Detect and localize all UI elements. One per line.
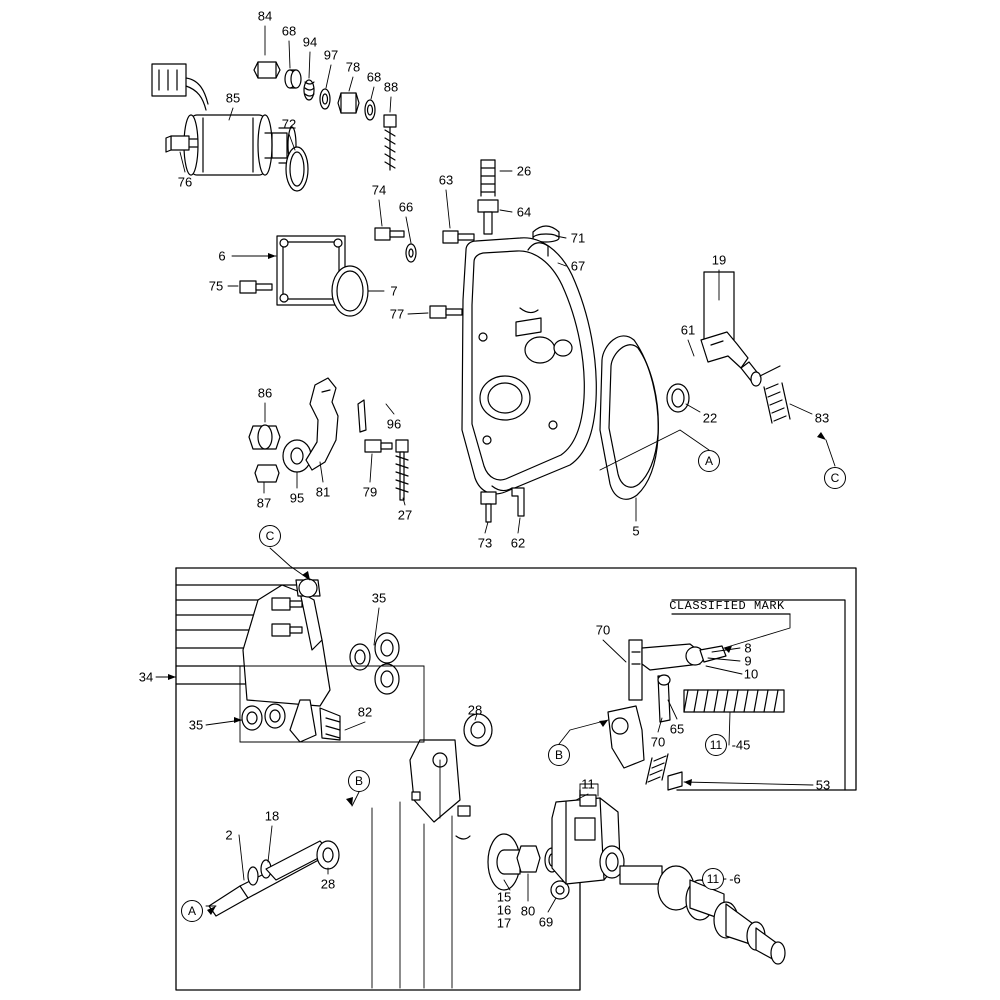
bolt-part-73 <box>481 492 496 522</box>
callout-45: -45 <box>731 737 751 753</box>
callout-97: 97 <box>323 47 339 63</box>
callout-35b: 35 <box>188 717 204 733</box>
callout-79: 79 <box>362 484 378 500</box>
callout-35a: 35 <box>371 590 387 606</box>
classified-mark-title: CLASSIFIED MARK <box>669 599 785 613</box>
callout-68b: 68 <box>366 69 382 85</box>
callout-17: 17 <box>496 915 512 931</box>
clip-part-62 <box>512 488 524 516</box>
oring-part-7 <box>332 266 368 316</box>
pump-housing <box>462 238 596 494</box>
callout-69: 69 <box>538 914 554 930</box>
callout-82: 82 <box>357 704 373 720</box>
shaft-assembly <box>209 836 339 916</box>
callout-87: 87 <box>256 495 272 511</box>
callout-5: 5 <box>632 523 640 539</box>
callout-95: 95 <box>289 490 305 506</box>
linkage-assembly <box>249 378 408 500</box>
oring-part-72 <box>286 147 308 191</box>
bolt-part-77 <box>430 306 462 318</box>
bolt-part-75 <box>240 281 272 293</box>
assembly-19 <box>701 272 780 386</box>
callout-84: 84 <box>257 8 273 24</box>
solenoid-part-85 <box>152 64 296 175</box>
callout-10: 10 <box>743 666 759 682</box>
callout-85: 85 <box>225 90 241 106</box>
callout-78: 78 <box>345 59 361 75</box>
callout-96: 96 <box>386 416 402 432</box>
callout-73: 73 <box>477 535 493 551</box>
callout-77: 77 <box>389 306 405 322</box>
ref-circle-A1: A <box>698 450 720 472</box>
callout-28a: 28 <box>467 702 483 718</box>
callout-86: 86 <box>257 385 273 401</box>
callout-22: 22 <box>702 410 718 426</box>
right-lever-assembly <box>608 640 784 790</box>
callout-9: 9 <box>744 653 752 669</box>
callout-75: 75 <box>208 278 224 294</box>
ref-circle-B2: B <box>348 770 370 792</box>
callout-66: 66 <box>398 199 414 215</box>
callout-70a: 70 <box>595 622 611 638</box>
callout-7: 7 <box>390 283 398 299</box>
bolt-part-74 <box>375 228 404 240</box>
callout-62: 62 <box>510 535 526 551</box>
callout-81: 81 <box>315 484 331 500</box>
callout-80: 80 <box>520 903 536 919</box>
callout-63: 63 <box>438 172 454 188</box>
gasket-part-5 <box>600 336 658 499</box>
callout-15: 15 <box>496 889 512 905</box>
callout-11: 11 <box>581 776 595 792</box>
callout-65: 65 <box>669 721 685 737</box>
callout-74: 74 <box>371 182 387 198</box>
callout-2: 2 <box>225 827 233 843</box>
callout-27: 27 <box>397 507 413 523</box>
callout-68a: 68 <box>281 23 297 39</box>
callout-28b: 28 <box>320 876 336 892</box>
callout-70b: 70 <box>650 734 666 750</box>
callout-6: 6 <box>218 248 226 264</box>
callout-76: 76 <box>177 174 193 190</box>
callout-71: 71 <box>570 230 586 246</box>
spring-part-26 <box>478 160 498 234</box>
callout-6b: -6 <box>729 871 741 887</box>
spring-part-83 <box>764 383 790 423</box>
callout-34: 34 <box>138 669 154 685</box>
callout-26: 26 <box>516 163 532 179</box>
callout-18: 18 <box>264 808 280 824</box>
ref-circle-A2: A <box>181 900 203 922</box>
callout-19: 19 <box>711 252 727 268</box>
washer-part-66 <box>406 244 416 262</box>
ref-circle-C1: C <box>824 467 846 489</box>
ref-circle-11b: 11 <box>702 868 724 890</box>
callout-83: 83 <box>814 410 830 426</box>
callout-61: 61 <box>680 322 696 338</box>
callout-8: 8 <box>744 640 752 656</box>
bolt-part-63 <box>443 231 474 243</box>
callout-72: 72 <box>281 116 297 132</box>
camshaft-part-6 <box>620 856 785 964</box>
ref-circle-B1: B <box>548 744 570 766</box>
callout-88: 88 <box>383 79 399 95</box>
ref-circle-11a: 11 <box>705 734 727 756</box>
callout-64: 64 <box>516 204 532 220</box>
callout-53: 53 <box>815 777 831 793</box>
callout-67: 67 <box>570 258 586 274</box>
oring-part-22 <box>667 384 689 412</box>
ref-circle-C2: C <box>259 525 281 547</box>
pump-body-11 <box>552 795 624 884</box>
callout-94: 94 <box>302 34 318 50</box>
callout-16: 16 <box>496 902 512 918</box>
